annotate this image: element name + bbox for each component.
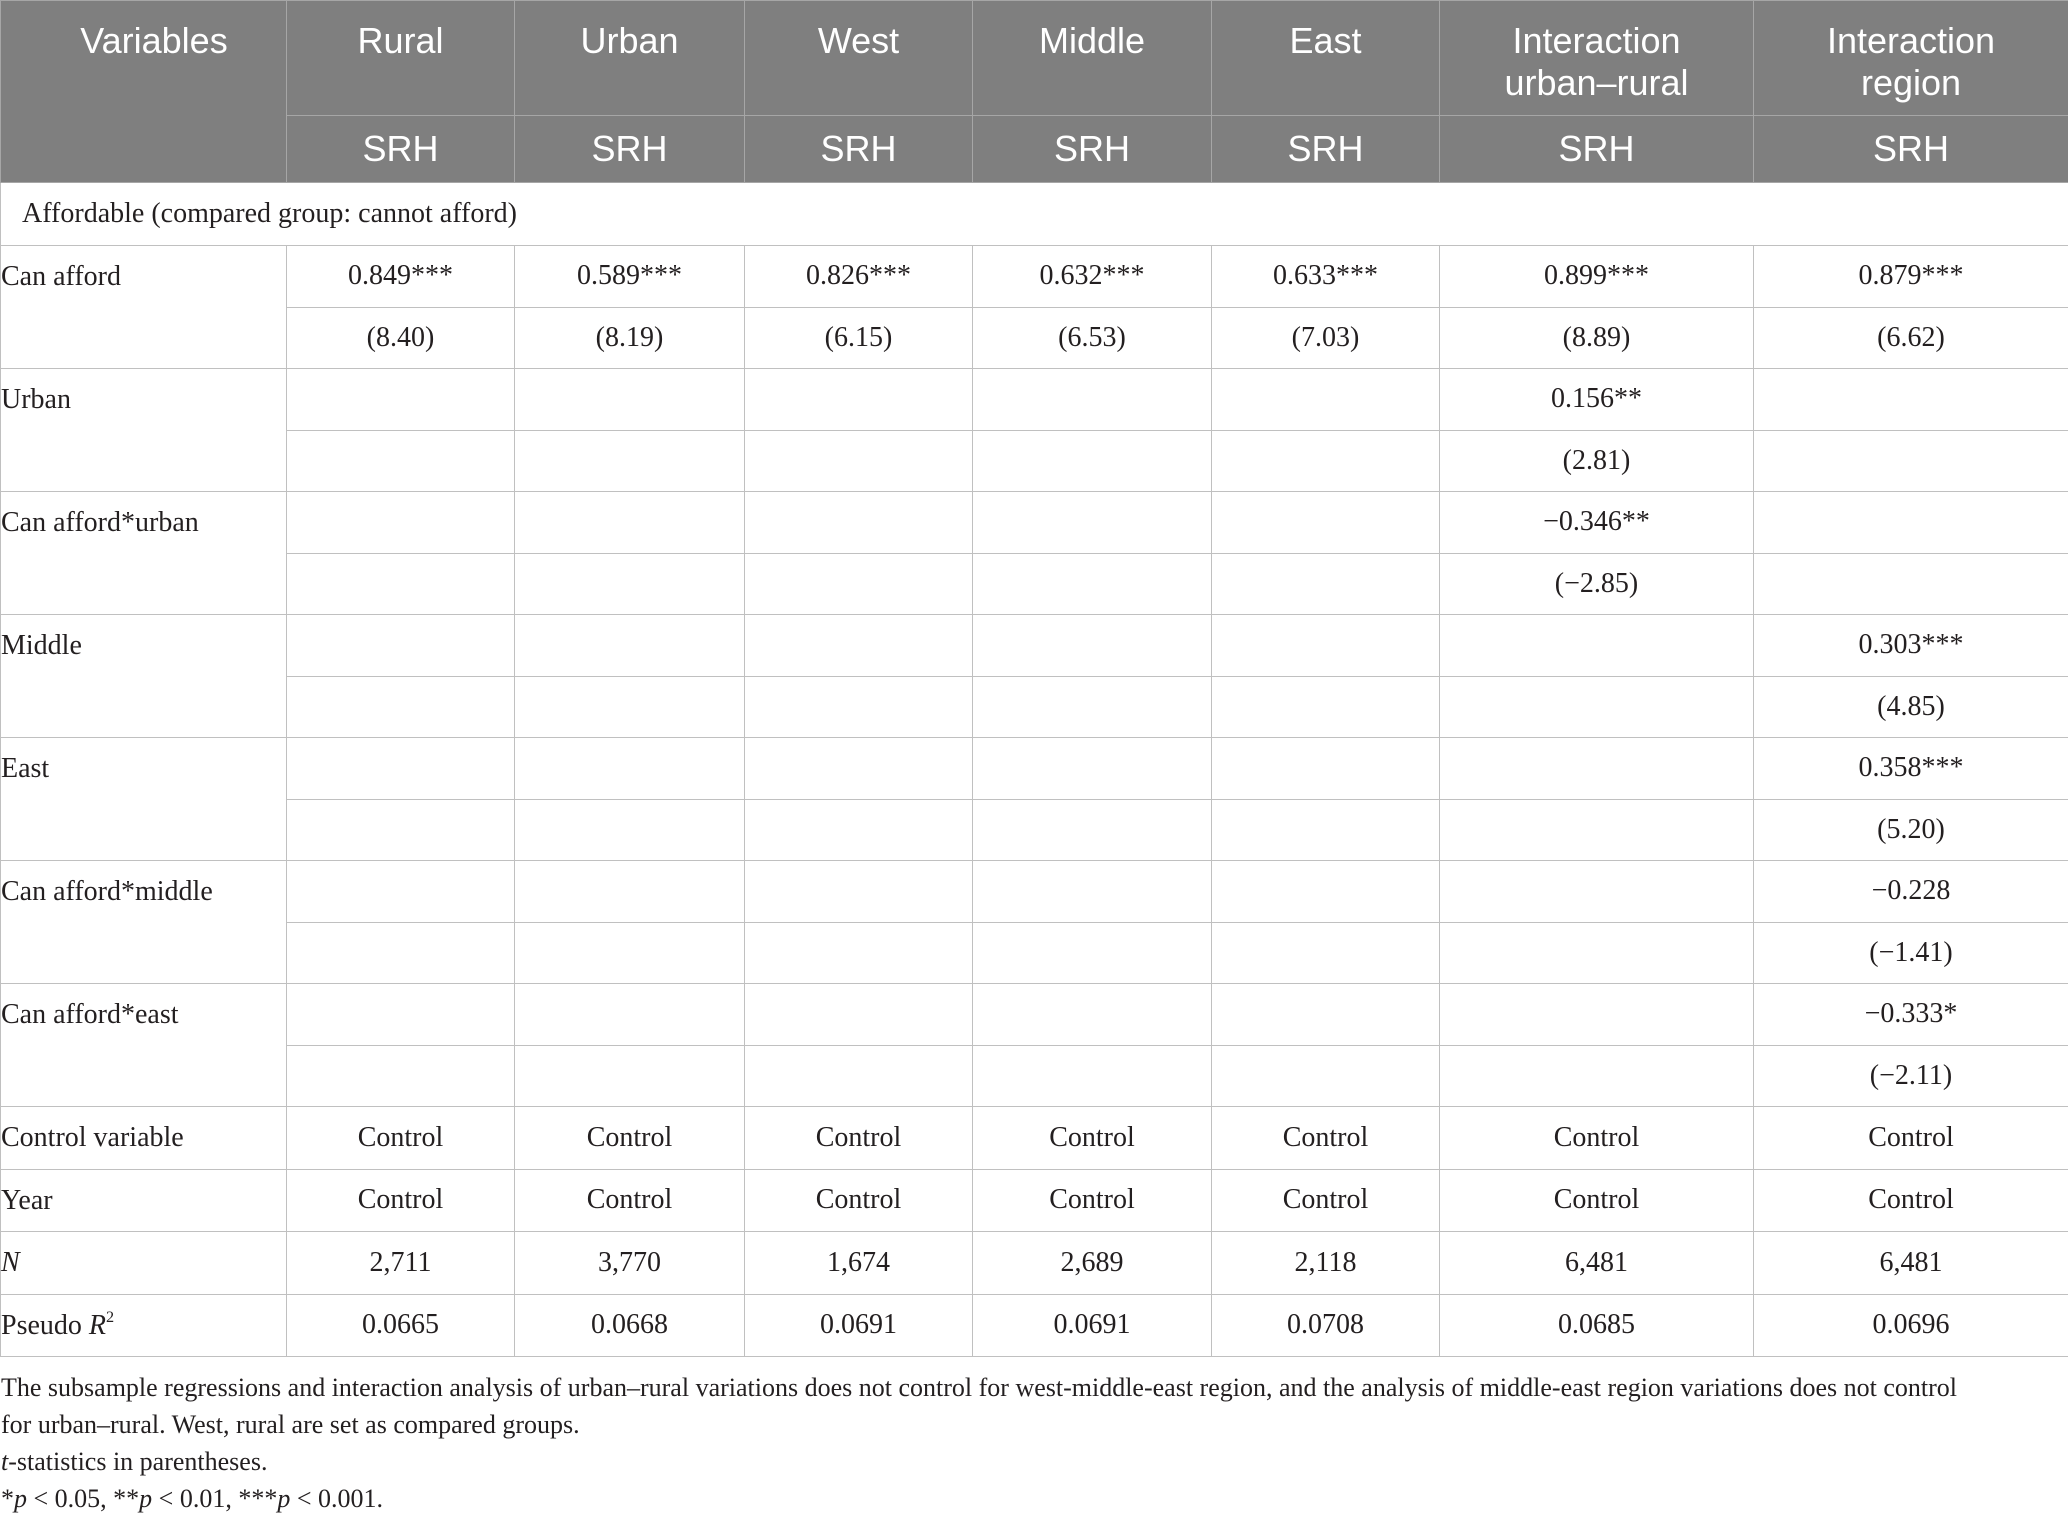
coefficient-cell: 0.849*** [287, 246, 515, 308]
pseudo-r2-label [1, 1294, 287, 1357]
control-cell: Control [745, 1107, 973, 1170]
coefficient-row [1, 615, 2068, 677]
variable-label: Can afford*middle [1, 861, 287, 984]
t-statistic-cell [1212, 430, 1440, 492]
coefficient-cell [1212, 615, 1440, 677]
year-cell: Control [515, 1169, 745, 1232]
t-statistic-cell [745, 430, 973, 492]
t-statistic-cell: (−1.41) [1754, 922, 2068, 984]
coefficient-cell [515, 738, 745, 800]
pseudo-r2-cell: 0.0708 [1212, 1294, 1440, 1357]
column-header-label: Interaction region [1826, 20, 1996, 103]
t-statistic-cell [515, 553, 745, 615]
coefficient-cell [973, 861, 1212, 923]
column-header-label: Rural [357, 20, 444, 61]
coefficient-cell: 0.899*** [1440, 246, 1754, 308]
t-statistic-cell [287, 799, 515, 861]
footnote-controls: The subsample regressions and interaction analysis of urban–rural variations does not control for west-middle-east region, and the analysis of middle-east region variations does not control for urban–rural. West, rural are set as compared groups. [1, 1373, 1957, 1439]
t-symbol: t [1, 1447, 9, 1476]
year-cell: Control [1440, 1169, 1754, 1232]
t-statistic-cell [745, 553, 973, 615]
coefficient-cell [973, 492, 1212, 554]
table-header [1, 1, 2068, 183]
coefficient-cell [973, 738, 1212, 800]
coefficient-cell [745, 861, 973, 923]
pseudo-r2-cell: 0.0691 [973, 1294, 1212, 1357]
year-row [1, 1169, 2068, 1232]
variable-label: East [1, 738, 287, 861]
dependent-variable-header: SRH [1440, 116, 1754, 183]
column-header-rural [287, 1, 515, 116]
coefficient-cell [287, 492, 515, 554]
t-statistic-cell [1212, 799, 1440, 861]
section-header [1, 183, 2068, 246]
t-statistic-cell [515, 430, 745, 492]
t-statistic-cell [1212, 553, 1440, 615]
coefficient-cell: −0.346** [1440, 492, 1754, 554]
t-statistic-cell [1212, 922, 1440, 984]
t-statistic-cell: (8.19) [515, 307, 745, 369]
coefficient-rows [1, 246, 2068, 1107]
coefficient-cell [515, 861, 745, 923]
column-header-label: Urban [580, 20, 679, 61]
coefficient-cell: 0.633*** [1212, 246, 1440, 308]
pseudo-r2-variable: R [88, 1309, 107, 1341]
footnote-text: -statistics in parentheses. [8, 1447, 268, 1476]
pseudo-r2-cell: 0.0665 [287, 1294, 515, 1357]
variable-label: Urban [1, 369, 287, 492]
coefficient-cell [973, 369, 1212, 431]
coefficient-cell [745, 984, 973, 1046]
sample-size-cell: 2,711 [287, 1232, 515, 1295]
variable-label: Can afford*urban [1, 492, 287, 615]
coefficient-row [1, 738, 2068, 800]
pseudo-r2-prefix: Pseudo [1, 1309, 82, 1341]
sample-size-cell: 6,481 [1754, 1232, 2068, 1295]
coefficient-cell [973, 615, 1212, 677]
year-cell: Control [287, 1169, 515, 1232]
column-header-west [745, 1, 973, 116]
coefficient-cell [287, 738, 515, 800]
column-header-urban [515, 1, 745, 116]
t-statistic-cell [973, 553, 1212, 615]
t-statistic-cell: (6.53) [973, 307, 1212, 369]
t-statistic-cell [1754, 430, 2068, 492]
t-statistic-cell [287, 676, 515, 738]
control-cell: Control [287, 1107, 515, 1170]
sample-size-cell: 3,770 [515, 1232, 745, 1295]
dependent-variable-header: SRH [973, 116, 1212, 183]
section-label: Affordable (compared group: cannot afford) [1, 183, 2068, 246]
sample-size-cell: 6,481 [1440, 1232, 1754, 1295]
column-header-label: West [817, 20, 900, 61]
footnote-t-statistics [1, 1443, 1976, 1480]
column-header-east [1212, 1, 1440, 116]
sample-size-cell: 1,674 [745, 1232, 973, 1295]
t-statistic-cell: (8.89) [1440, 307, 1754, 369]
coefficient-cell [745, 492, 973, 554]
coefficient-cell [515, 615, 745, 677]
coefficient-cell [1440, 984, 1754, 1046]
coefficient-cell [745, 615, 973, 677]
t-statistic-cell [973, 676, 1212, 738]
control-variable-row [1, 1107, 2068, 1170]
coefficient-cell [515, 984, 745, 1046]
t-statistic-cell: (−2.85) [1440, 553, 1754, 615]
footnote-text: < 0.01, *** [152, 1484, 278, 1513]
t-statistic-cell [973, 922, 1212, 984]
summary-rows [1, 1107, 2068, 1357]
footnote-text: < 0.05, ** [27, 1484, 140, 1513]
coefficient-cell [1212, 492, 1440, 554]
coefficient-row [1, 369, 2068, 431]
t-statistic-row [1, 553, 2068, 615]
dependent-variable-header: SRH [287, 116, 515, 183]
column-header-middle [973, 1, 1212, 116]
t-statistic-row [1, 307, 2068, 369]
pseudo-r2-cell: 0.0685 [1440, 1294, 1754, 1357]
t-statistic-cell [515, 676, 745, 738]
t-statistic-cell [515, 799, 745, 861]
coefficient-cell [745, 738, 973, 800]
t-statistic-cell: (2.81) [1440, 430, 1754, 492]
variables-column-header: Variables [1, 1, 287, 183]
t-statistic-cell [287, 922, 515, 984]
t-statistic-cell [1440, 676, 1754, 738]
dependent-variable-header: SRH [1754, 116, 2068, 183]
control-cell: Control [515, 1107, 745, 1170]
control-cell: Control [1754, 1107, 2068, 1170]
pseudo-r2-row [1, 1294, 2068, 1357]
control-cell: Control [1440, 1107, 1754, 1170]
coefficient-cell [1212, 861, 1440, 923]
pseudo-r2-cell: 0.0691 [745, 1294, 973, 1357]
t-statistic-row [1, 430, 2068, 492]
coefficient-cell [287, 861, 515, 923]
control-cell: Control [973, 1107, 1212, 1170]
t-statistic-cell [515, 922, 745, 984]
year-cell: Control [1754, 1169, 2068, 1232]
coefficient-row [1, 861, 2068, 923]
coefficient-cell: −0.228 [1754, 861, 2068, 923]
pseudo-r2-exponent: 2 [106, 1307, 115, 1326]
variable-label: Can afford [1, 246, 287, 369]
footnote-text: < 0.001. [290, 1484, 384, 1513]
t-statistic-cell [973, 1045, 1212, 1107]
coefficient-cell [287, 615, 515, 677]
sample-size-cell: 2,689 [973, 1232, 1212, 1295]
coefficient-cell: 0.826*** [745, 246, 973, 308]
year-cell: Control [1212, 1169, 1440, 1232]
coefficient-cell: 0.589*** [515, 246, 745, 308]
dependent-variable-header: SRH [515, 116, 745, 183]
t-statistic-row [1, 676, 2068, 738]
t-statistic-cell [1754, 553, 2068, 615]
t-statistic-cell: (6.15) [745, 307, 973, 369]
sample-size-cell: 2,118 [1212, 1232, 1440, 1295]
p-symbol: p [277, 1484, 291, 1513]
coefficient-cell [515, 492, 745, 554]
t-statistic-cell [973, 799, 1212, 861]
control-cell: Control [1212, 1107, 1440, 1170]
coefficient-cell [287, 369, 515, 431]
t-statistic-cell [1440, 922, 1754, 984]
t-statistic-cell [287, 553, 515, 615]
dependent-variable-header: SRH [745, 116, 973, 183]
t-statistic-cell: (5.20) [1754, 799, 2068, 861]
t-statistic-cell [745, 922, 973, 984]
coefficient-cell: −0.333* [1754, 984, 2068, 1046]
t-statistic-cell: (8.40) [287, 307, 515, 369]
table-footnotes [0, 1357, 1976, 1517]
coefficient-cell [515, 369, 745, 431]
sample-size-row [1, 1232, 2068, 1295]
footnote-significance [1, 1480, 1976, 1517]
p-symbol: p [14, 1484, 27, 1513]
coefficient-cell: 0.156** [1440, 369, 1754, 431]
coefficient-cell [745, 369, 973, 431]
t-statistic-row [1, 922, 2068, 984]
variable-label: Can afford*east [1, 984, 287, 1107]
t-statistic-cell: (4.85) [1754, 676, 2068, 738]
t-statistic-cell [287, 430, 515, 492]
t-statistic-cell [745, 799, 973, 861]
section-row [1, 183, 2068, 246]
t-statistic-cell [1212, 1045, 1440, 1107]
t-statistic-cell: (−2.11) [1754, 1045, 2068, 1107]
t-statistic-cell: (7.03) [1212, 307, 1440, 369]
t-statistic-cell [745, 676, 973, 738]
p-symbol: p [139, 1484, 153, 1513]
t-statistic-cell [1440, 799, 1754, 861]
dependent-variable-header: SRH [1212, 116, 1440, 183]
control-variable-label: Control variable [1, 1107, 287, 1170]
column-header-label: Interaction urban–rural [1504, 20, 1689, 103]
sample-size-label: N [1, 1247, 20, 1278]
t-statistic-cell [973, 430, 1212, 492]
sample-size-label-cell [1, 1232, 287, 1295]
t-statistic-cell [745, 1045, 973, 1107]
coefficient-cell [1754, 492, 2068, 554]
t-statistic-cell [515, 1045, 745, 1107]
coefficient-row [1, 492, 2068, 554]
coefficient-row [1, 984, 2068, 1046]
year-label: Year [1, 1169, 287, 1232]
t-statistic-cell: (6.62) [1754, 307, 2068, 369]
column-header-row [1, 1, 2068, 116]
pseudo-r2-cell: 0.0668 [515, 1294, 745, 1357]
coefficient-cell [1212, 369, 1440, 431]
coefficient-cell: 0.879*** [1754, 246, 2068, 308]
dependent-variable-row [1, 116, 2068, 183]
coefficient-cell [1440, 615, 1754, 677]
coefficient-cell: 0.632*** [973, 246, 1212, 308]
t-statistic-cell [287, 1045, 515, 1107]
coefficient-cell [1212, 738, 1440, 800]
t-statistic-row [1, 799, 2068, 861]
coefficient-cell [287, 984, 515, 1046]
column-header-label: Middle [1038, 20, 1146, 61]
pseudo-r2-cell: 0.0696 [1754, 1294, 2068, 1357]
coefficient-cell: 0.303*** [1754, 615, 2068, 677]
year-cell: Control [745, 1169, 973, 1232]
coefficient-cell [973, 984, 1212, 1046]
coefficient-row [1, 246, 2068, 308]
year-cell: Control [973, 1169, 1212, 1232]
variable-label: Middle [1, 615, 287, 738]
coefficient-cell [1440, 738, 1754, 800]
t-statistic-cell [1212, 676, 1440, 738]
coefficient-cell: 0.358*** [1754, 738, 2068, 800]
t-statistic-cell [1440, 1045, 1754, 1107]
coefficient-cell [1754, 369, 2068, 431]
t-statistic-row [1, 1045, 2068, 1107]
column-header-interaction-region [1754, 1, 2068, 116]
footnote-text: * [1, 1484, 14, 1513]
coefficient-cell [1440, 861, 1754, 923]
column-header-interaction-urban-rural [1440, 1, 1754, 116]
coefficient-cell [1212, 984, 1440, 1046]
column-header-label: East [1289, 20, 1362, 61]
